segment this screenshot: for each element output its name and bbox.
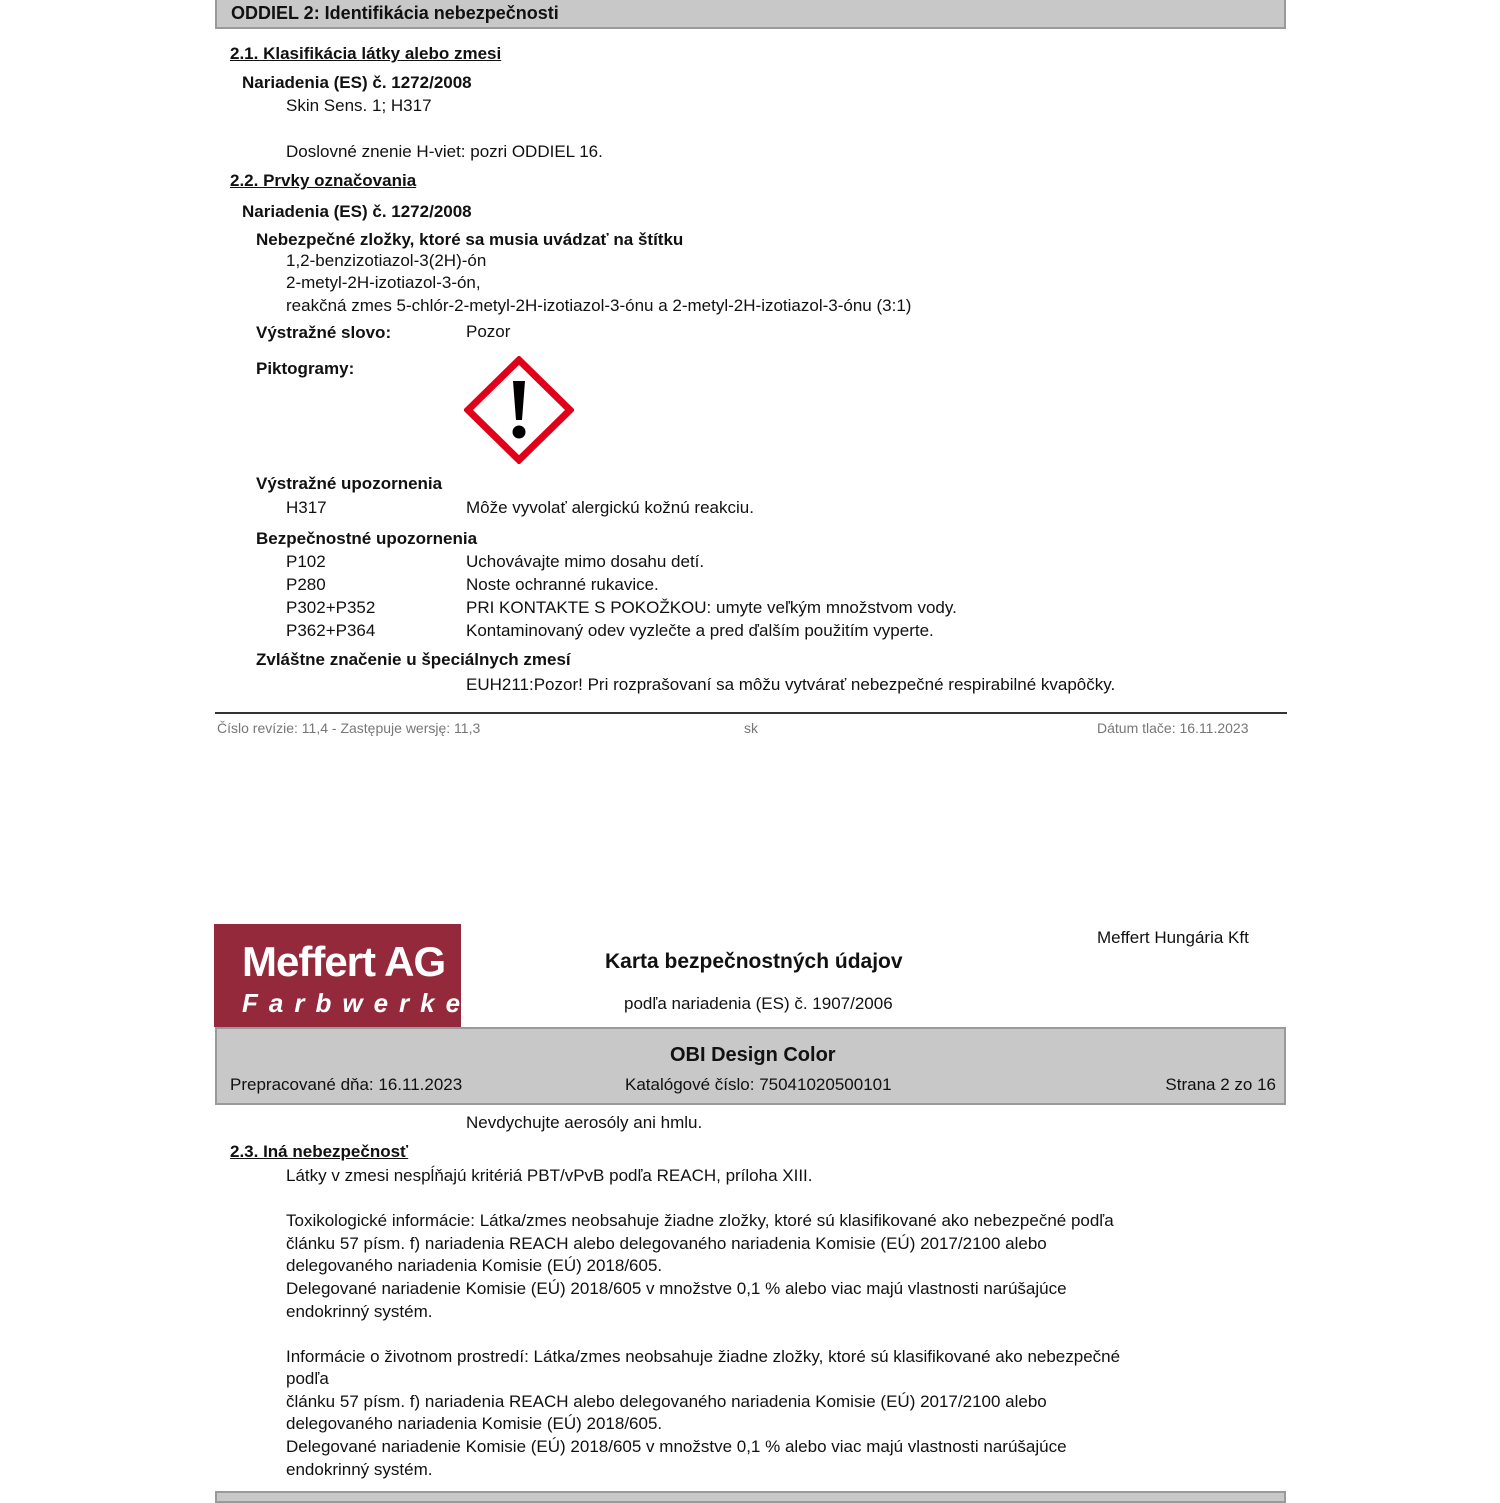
special-labelling-label: Zvláštne značenie u špeciálnych zmesí xyxy=(256,650,571,669)
tox-info-line: článku 57 písm. f) nariadenia REACH alebo delegovaného nariadenia Komisie (EÚ) 2017/2100 alebo xyxy=(286,1234,1047,1253)
precautionary-statements-label: Bezpečnostné upozornenia xyxy=(256,529,478,548)
precaution-text: Kontaminovaný odev vyzlečte a pred ďalším použitím vyperte. xyxy=(466,621,934,640)
env-info-line: delegovaného nariadenia Komisie (EÚ) 2018/605. xyxy=(286,1414,663,1433)
tox-info-line: Delegované nariadenie Komisie (EÚ) 2018/605 v množstve 0,1 % alebo viac majú vlastnosti narúšajúce xyxy=(286,1279,1067,1298)
regulation-label: Nariadenia (ES) č. 1272/2008 xyxy=(242,202,472,221)
revised-date: Prepracované dňa: 16.11.2023 xyxy=(230,1075,463,1094)
footer-rule xyxy=(215,712,1287,714)
exclamation-mark-hazard-icon xyxy=(464,356,574,464)
precaution-code: P102 xyxy=(286,552,326,571)
tox-info-line: Toxikologické informácie: Látka/zmes neobsahuje žiadne zložky, ktoré sú klasifikované ako nebezpečné podľa xyxy=(286,1211,1114,1230)
env-info-line: podľa xyxy=(286,1369,329,1388)
pictograms-label: Piktogramy: xyxy=(256,359,355,378)
tox-info-line: endokrinný systém. xyxy=(286,1302,433,1321)
hazard-code: H317 xyxy=(286,498,327,517)
precaution-code: P280 xyxy=(286,575,326,594)
precaution-text: PRI KONTAKTE S POKOŽKOU: umyte veľkým množstvom vody. xyxy=(466,598,957,617)
classification-text: Skin Sens. 1; H317 xyxy=(286,96,432,115)
component-item: 1,2-benzizotiazol-3(2H)-ón xyxy=(286,251,487,270)
subsection-title-2-2: 2.2. Prvky označovania xyxy=(230,171,417,190)
special-labelling-text: EUH211:Pozor! Pri rozprašovaní sa môžu vytvárať nebezpečné respirabilné kvapôčky. xyxy=(466,675,1116,694)
footer-print-date: Dátum tlače: 16.11.2023 xyxy=(1097,720,1249,736)
product-header-bar xyxy=(215,1027,1286,1105)
logo-name: Meffert AG xyxy=(242,938,446,985)
regulation-label: Nariadenia (ES) č. 1272/2008 xyxy=(242,73,472,92)
page-number: Strana 2 zo 16 xyxy=(1165,1075,1276,1094)
document-title: Karta bezpečnostných údajov xyxy=(605,950,903,973)
hazard-text: Môže vyvolať alergickú kožnú reakciu. xyxy=(466,498,754,517)
precaution-text: Noste ochranné rukavice. xyxy=(466,575,659,594)
section-header-bar xyxy=(215,0,1286,29)
footer-language: sk xyxy=(744,720,758,736)
precaution-continued-text: Nevdychujte aerosóly ani hmlu. xyxy=(466,1113,703,1132)
document-subtitle: podľa nariadenia (ES) č. 1907/2006 xyxy=(624,994,893,1013)
pbt-statement: Látky v zmesi nespĺňajú kritériá PBT/vPvB podľa REACH, príloha XIII. xyxy=(286,1166,813,1185)
product-name: OBI Design Color xyxy=(670,1044,836,1066)
next-section-bar xyxy=(215,1491,1286,1503)
component-item: reakčná zmes 5-chlór-2-metyl-2H-izotiazol-3-ónu a 2-metyl-2H-izotiazol-3-ónu (3:1) xyxy=(286,296,912,315)
catalog-number: Katalógové číslo: 75041020500101 xyxy=(625,1075,892,1094)
precaution-code: P362+P364 xyxy=(286,621,376,640)
signal-word-label: Výstražné slovo: xyxy=(256,323,392,342)
footer-revision: Číslo revízie: 11,4 - Zastępuje wersję: 11,3 xyxy=(217,720,481,736)
component-item: 2-metyl-2H-izotiazol-3-ón, xyxy=(286,273,481,292)
h-phrase-note: Doslovné znenie H-viet: pozri ODDIEL 16. xyxy=(286,142,603,161)
precaution-code: P302+P352 xyxy=(286,598,376,617)
company-logo xyxy=(214,924,472,1027)
signal-word-value: Pozor xyxy=(466,322,511,341)
env-info-line: Delegované nariadenie Komisie (EÚ) 2018/605 v množstve 0,1 % alebo viac majú vlastnosti narúšajúce xyxy=(286,1437,1067,1456)
components-label: Nebezpečné zložky, ktoré sa musia uvádzať na štítku xyxy=(256,230,684,249)
logo-subname: Farbwerke xyxy=(242,988,472,1018)
env-info-line: endokrinný systém. xyxy=(286,1460,433,1479)
company-name: Meffert Hungária Kft xyxy=(1097,928,1249,947)
subsection-title-2-3: 2.3. Iná nebezpečnosť xyxy=(230,1142,409,1161)
hazard-statements-label: Výstražné upozornenia xyxy=(256,474,443,493)
precaution-text: Uchovávajte mimo dosahu detí. xyxy=(466,552,705,571)
env-info-line: Informácie o životnom prostredí: Látka/zmes neobsahuje žiadne zložky, ktoré sú klasifikované ako nebezpečné xyxy=(286,1347,1121,1366)
section-title: ODDIEL 2: Identifikácia nebezpečnosti xyxy=(231,3,559,23)
tox-info-line: delegovaného nariadenia Komisie (EÚ) 2018/605. xyxy=(286,1256,663,1275)
subsection-title-2-1: 2.1. Klasifikácia látky alebo zmesi xyxy=(230,44,502,63)
env-info-line: článku 57 písm. f) nariadenia REACH alebo delegovaného nariadenia Komisie (EÚ) 2017/2100 alebo xyxy=(286,1392,1047,1411)
